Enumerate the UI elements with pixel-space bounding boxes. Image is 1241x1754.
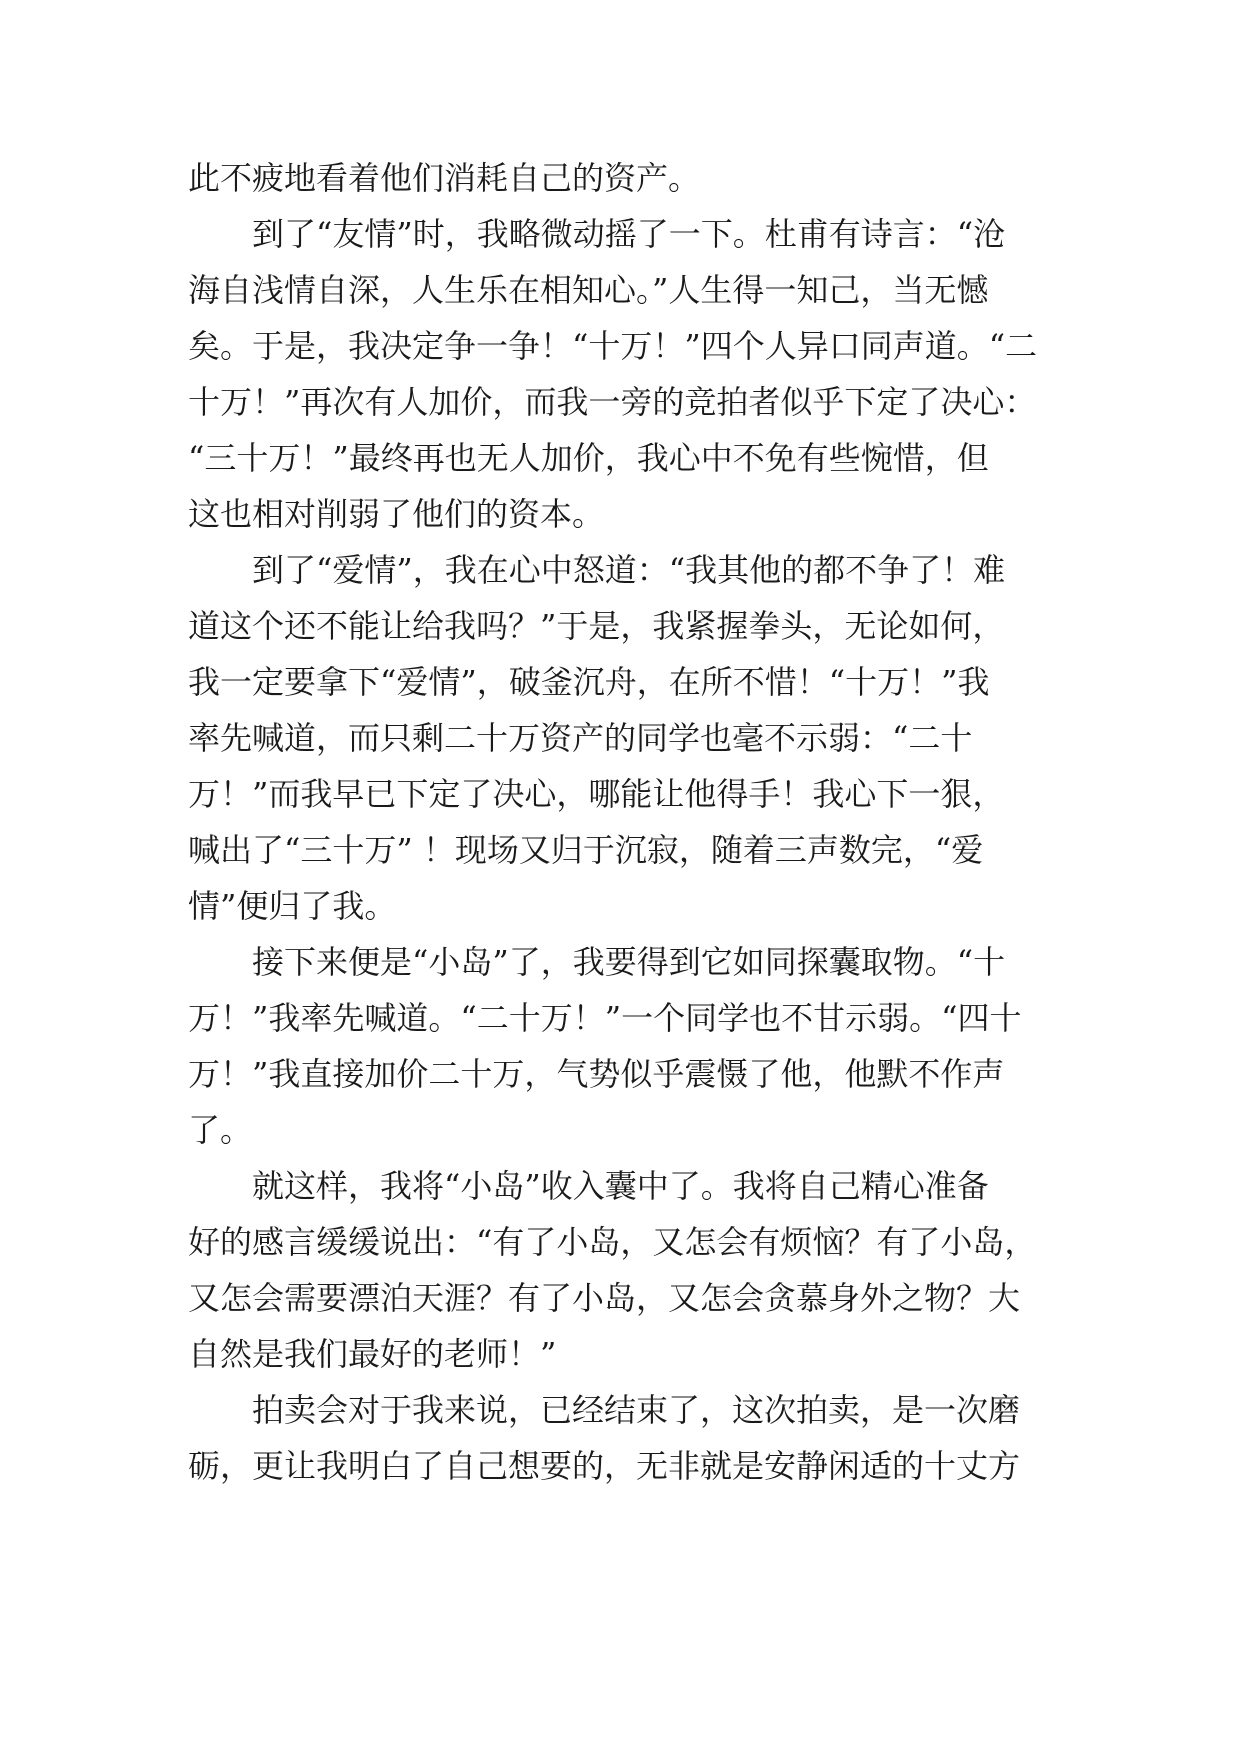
text-line: 好的感言缓缓说出：“有了小岛，又怎会有烦恼？有了小岛，: [188, 1223, 1037, 1261]
text-line: 十万！”再次有人加价，而我一旁的竞拍者似乎下定了决心：: [188, 383, 1037, 421]
text-line: 矣。于是，我决定争一争！“十万！”四个人异口同声道。“二: [188, 327, 1038, 365]
text-line: 到了“爱情”，我在心中怒道：“我其他的都不争了！难: [188, 551, 1006, 589]
text-line: 万！”我直接加价二十万，气势似乎震慑了他，他默不作声: [188, 1055, 1005, 1093]
text-line: 此不疲地看着他们消耗自己的资产。: [188, 159, 701, 197]
text-line: 喊出了“三十万” ！现场又归于沉寂，随着三声数完，“爱: [188, 831, 984, 869]
text-line: 海自浅情自深，人生乐在相知心。”人生得一知己，当无憾: [188, 271, 989, 309]
text-line: 道这个还不能让给我吗？”于是，我紧握拳头，无论如何，: [188, 607, 1005, 645]
text-line: 就这样，我将“小岛”收入囊中了。我将自己精心准备: [188, 1167, 989, 1205]
text-line: 万！”而我早已下定了决心，哪能让他得手！我心下一狠，: [188, 775, 1005, 813]
text-line: 率先喊道，而只剩二十万资产的同学也毫不示弱：“二十: [188, 719, 973, 757]
text-line: 又怎会需要漂泊天涯？有了小岛，又怎会贪慕身外之物？大: [188, 1279, 1021, 1317]
text-line: 到了“友情”时，我略微动摇了一下。杜甫有诗言：“沧: [188, 215, 1006, 253]
text-line: 了。: [188, 1111, 253, 1149]
text-line: 接下来便是“小岛”了，我要得到它如同探囊取物。“十: [188, 943, 1006, 981]
text-line: 自然是我们最好的老师！”: [188, 1335, 557, 1373]
text-line: 拍卖会对于我来说，已经结束了，这次拍卖，是一次磨: [188, 1391, 1021, 1429]
text-line: 这也相对削弱了他们的资本。: [188, 495, 605, 533]
text-line: 情”便归了我。: [188, 887, 397, 925]
text-line: 砺，更让我明白了自己想要的，无非就是安静闲适的十丈方: [188, 1447, 1021, 1485]
text-line: 万！”我率先喊道。“二十万！”一个同学也不甘示弱。“四十: [188, 999, 1022, 1037]
text-line: 我一定要拿下“爱情”，破釜沉舟，在所不惜！“十万！”我: [188, 663, 990, 701]
text-line: “三十万！”最终再也无人加价，我心中不免有些惋惜，但: [188, 439, 989, 477]
